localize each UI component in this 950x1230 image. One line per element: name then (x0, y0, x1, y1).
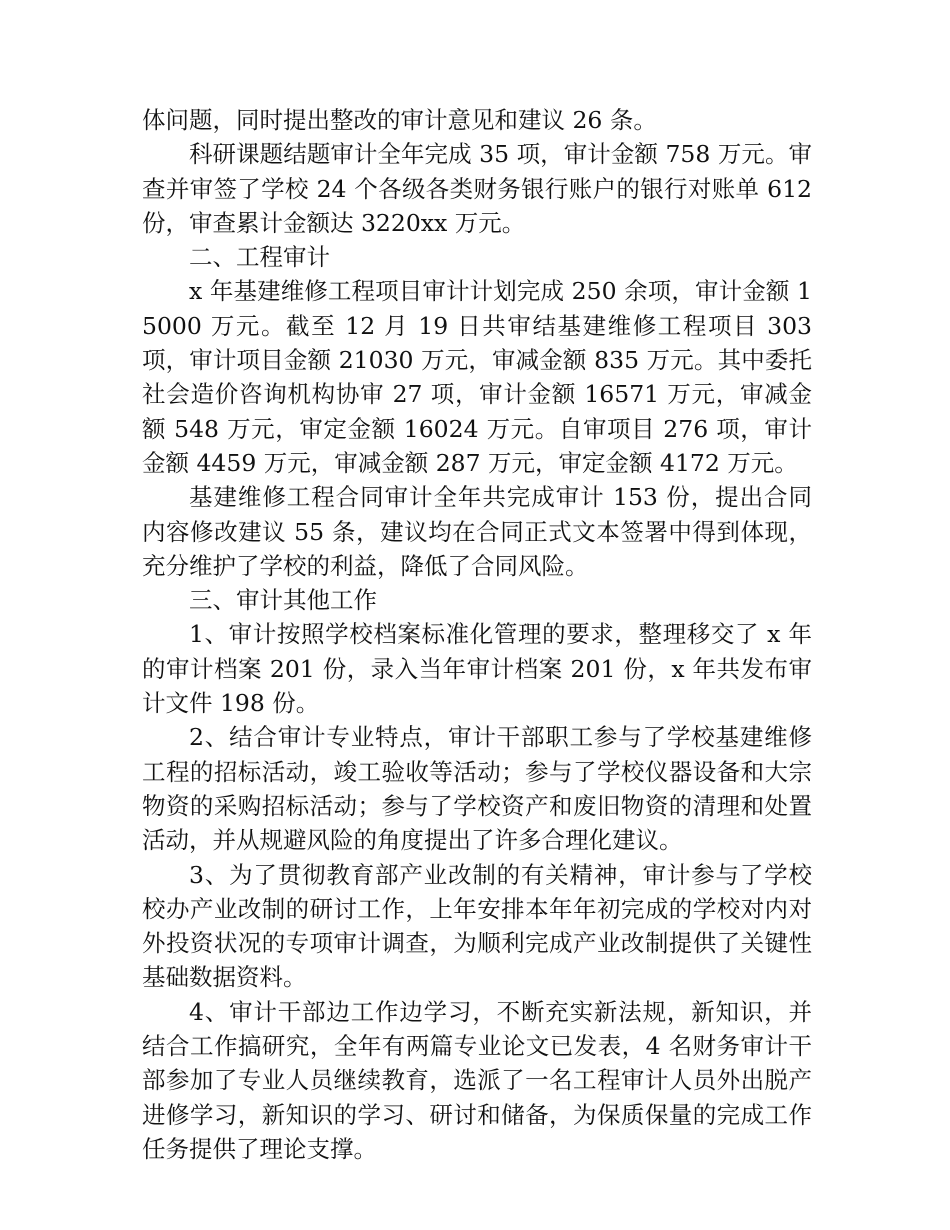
paragraph-item-3: 3、为了贯彻教育部产业改制的有关精神，审计参与了学校校办产业改制的研讨工作，上年安排本年年初完成的学校对内对外投资状况的专项审计调查，为顺利完成产业改制提供了关键性基础数据资料。 (142, 860, 812, 992)
paragraph-continuation: 体问题，同时提出整改的审计意见和建议 26 条。 (142, 106, 657, 134)
paragraph-item-2: 2、结合审计专业特点，审计干部职工参与了学校基建维修工程的招标活动，竣工验收等活动；参与了学校仪器设备和大宗物资的采购招标活动；参与了学校资产和废旧物资的清理和处置活动，并从规避风险的角度提出了许多合理化建议。 (142, 723, 812, 855)
section-heading-engineering-audit: 二、工程审计 (189, 243, 330, 272)
paragraph-item-1: 1、审计按照学校档案标准化管理的要求，整理移交了 x 年的审计档案 201 份，录入当年审计档案 201 份，x 年共发布审计文件 198 份。 (142, 620, 812, 718)
paragraph-research-audit: 科研课题结题审计全年完成 35 项，审计金额 758 万元。审查并审签了学校 24 个各级各类财务银行账户的银行对账单 612 份，审查累计金额达 3220xx 万元。 (142, 140, 812, 237)
paragraph-engineering-projects: x 年基建维修工程项目审计计划完成 250 余项，审计金额 15000 万元。截至 12 月 19 日共审结基建维修工程项目 303 项，审计项目金额 21030 万元，审减金额 835 万元。其中委托社会造价咨询机构协审 27 项，审计金额 16571 万元，审减金额 548 万元，审定金额 16024 万元。自审项目 276 项，审计金额 4459 万元，审减金额 287 万元，审定金额 4172 万元。 (142, 277, 812, 477)
paragraph-contract-audit: 基建维修工程合同审计全年共完成审计 153 份，提出合同内容修改建议 55 条，建议均在合同正式文本签署中得到体现，充分维护了学校的利益，降低了合同风险。 (142, 483, 812, 580)
section-heading-other-work: 三、审计其他工作 (189, 586, 377, 615)
document-page (142, 103, 812, 1166)
paragraph-item-4: 4、审计干部边工作边学习，不断充实新法规，新知识，并结合工作搞研究，全年有两篇专业论文已发表，4 名财务审计干部参加了专业人员继续教育，选派了一名工程审计人员外出脱产进修学习，新知识的学习、研讨和储备，为保质保量的完成工作任务提供了理论支撑。 (142, 997, 812, 1163)
